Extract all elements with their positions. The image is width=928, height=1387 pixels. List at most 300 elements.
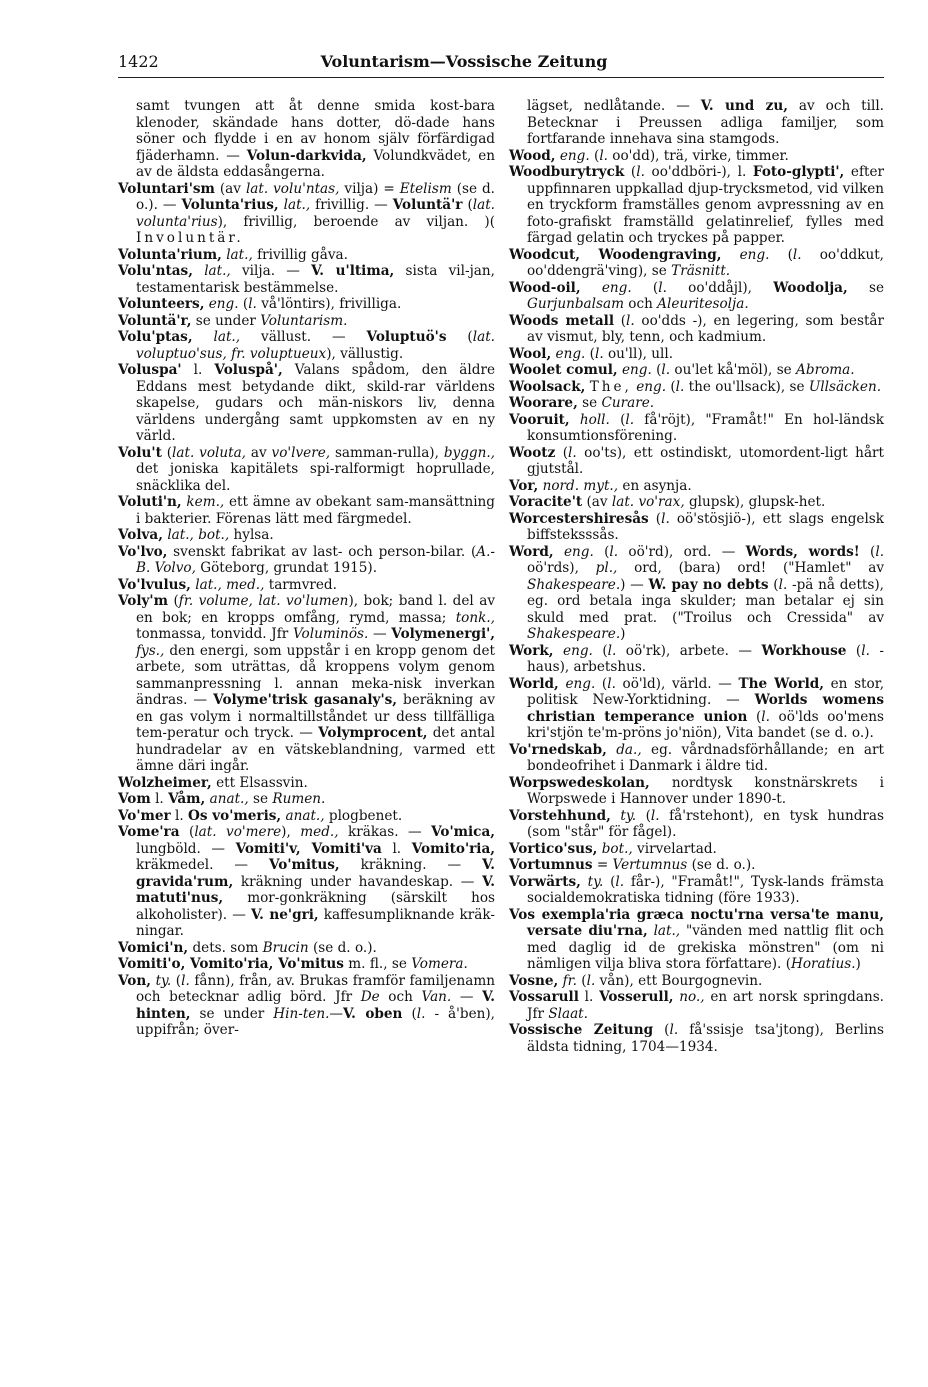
italic-text: l. xyxy=(636,164,645,180)
entry-text: vån), ett Bourgognevin. xyxy=(595,972,763,989)
dictionary-entry xyxy=(509,280,884,313)
entry-text: — xyxy=(329,1005,344,1022)
italic-text: vo'lvere, xyxy=(271,444,331,461)
entry-text: (av xyxy=(582,494,612,510)
italic-text: Träsnitt. xyxy=(671,263,731,279)
italic-text: Voluntarism. xyxy=(260,312,348,329)
headword: V. u'ltima, xyxy=(311,263,395,279)
entry-text: ( xyxy=(161,444,173,461)
entry-text: -haus), arbetshus. xyxy=(527,642,884,675)
italic-text: eng. xyxy=(601,279,632,296)
headword: Os vo'meris, xyxy=(188,807,282,824)
headword: Voluntari'sm xyxy=(118,180,215,197)
right-column xyxy=(509,98,884,1055)
entry-text: frivillig. — xyxy=(310,197,393,213)
entry-text: ( xyxy=(179,824,195,840)
dictionary-entry xyxy=(118,544,495,577)
dictionary-entry xyxy=(509,808,884,841)
entry-text: l. xyxy=(381,840,412,857)
italic-text: Brucin xyxy=(262,939,309,956)
dictionary-entry xyxy=(118,296,495,313)
dictionary-entry xyxy=(509,164,884,247)
entry-text: kräkning. — xyxy=(339,857,483,873)
italic-text: ty. xyxy=(620,807,637,824)
entry-text: oo'ddkut, oo'ddengrä'ving), se xyxy=(527,246,884,279)
headword: Vom xyxy=(118,791,151,807)
dictionary-entry xyxy=(509,478,884,495)
italic-text: lat. volunta'rius xyxy=(136,197,495,230)
headword: Vo'lvulus, xyxy=(118,576,191,593)
entry-text: oo'ts), ett ostindiskt, utomordent-ligt hårt gjutstål. xyxy=(527,444,885,477)
entry-text: = xyxy=(592,857,613,873)
italic-text: Etelism xyxy=(399,180,452,197)
headword: Woodburytryck xyxy=(509,164,625,180)
italic-text: lat. voluptuo'sus, fr. voluptueux xyxy=(136,329,495,362)
headword: Volymprocent, xyxy=(318,725,428,741)
headword: Wood, xyxy=(509,147,556,164)
italic-text: l. xyxy=(615,873,625,890)
headword: Voluntä'r, xyxy=(118,312,192,329)
dictionary-entry xyxy=(509,742,884,775)
italic-text: ty. xyxy=(587,873,604,890)
italic-text: eng. xyxy=(208,296,239,312)
headword: Vosserull, xyxy=(599,989,674,1005)
italic-text: l. xyxy=(599,147,608,164)
italic-text: l. xyxy=(875,543,885,560)
italic-text: l. xyxy=(778,576,788,593)
entry-text: ), frivillig, beroende av viljan. )( xyxy=(217,213,495,230)
headword: Volunteers, xyxy=(118,296,205,312)
italic-text: l. xyxy=(861,642,870,659)
entry-text: ( xyxy=(859,543,876,560)
italic-text: byggn., xyxy=(443,444,495,461)
entry-text: oo'ddböri-), l. xyxy=(644,164,753,180)
italic-text: l. xyxy=(607,642,617,659)
entry-text: vilja. — xyxy=(230,263,312,279)
italic-text: nord. myt., xyxy=(542,477,619,494)
entry-text: hylsa. xyxy=(229,527,274,543)
entry-text: se under xyxy=(191,312,261,329)
dictionary-entry xyxy=(118,329,495,362)
italic-text: eng. xyxy=(559,147,590,164)
header-rule xyxy=(118,77,884,78)
italic-text: lat. vo'mere xyxy=(194,824,282,840)
entry-text: ( xyxy=(238,296,249,312)
italic-text: lat. volu'ntas, xyxy=(245,180,340,197)
italic-text: eng. xyxy=(565,675,596,692)
italic-text: l. xyxy=(650,807,660,824)
entry-text: oö'stösjiö-), ett slags engelsk biffsteksssås. xyxy=(527,510,885,543)
italic-text: anat., xyxy=(209,791,249,807)
headword: World, xyxy=(509,675,559,692)
dictionary-entry xyxy=(509,775,884,808)
headword: Von, xyxy=(118,972,151,989)
entry-text: samt tvungen att åt denne smida kost-bara klenoder, skändade hans dotter, dö-dade hans söner och flydde i en av honom själv förfärdigad fjäderhamn. — xyxy=(136,98,495,164)
spaced-text: Involuntär. xyxy=(136,230,244,246)
headword: Vo'mica, xyxy=(431,824,495,840)
entry-text: ) — xyxy=(620,576,649,593)
headword: Voluspå', xyxy=(214,362,283,378)
headword: Vos exempla'ria græca noctu'rna versa'te manu, versate diu'rna, xyxy=(509,906,884,939)
entry-text: ( xyxy=(624,164,637,180)
headword: Volu't xyxy=(118,444,162,461)
entry-text: oö'rd), ord. — xyxy=(618,543,746,560)
dictionary-entry xyxy=(509,643,884,676)
entry-text: oo'dd), trä, virke, timmer. xyxy=(607,147,789,164)
entry-text: "vänden med nattlig flit och med daglig id de grekiska mönstren" (om ni nämligen vilja bliva stora författare). ( xyxy=(527,923,884,972)
entry-text: få'rstehont), en tysk hundras (som "står" för fågel). xyxy=(527,807,885,840)
italic-text: lat., bot., xyxy=(167,527,230,543)
dictionary-entry xyxy=(509,874,884,907)
entry-text: efter uppfinnaren uppkallad djup-trycksmetod, vid vilken en tryckform framställes genom avpressning av en foto-grafiskt framställd gelatinrelief, fylles med färgad gelatin och tryckes på papper. xyxy=(527,164,885,246)
headword: Woolsack, xyxy=(509,378,586,395)
headword: Woolet comul, xyxy=(509,362,618,378)
entry-text: the ou'llsack), se xyxy=(684,378,809,395)
headword: V. oben xyxy=(343,1005,403,1022)
headword: Woodcut, Woodengraving, xyxy=(509,246,722,263)
italic-text: A.-B. Volvo, xyxy=(136,543,495,576)
entry-text: (av xyxy=(214,180,246,197)
entry-text: och xyxy=(623,296,658,312)
entry-text: Volundkvädet, en av de äldsta eddasångerna. xyxy=(136,147,495,180)
dictionary-entry xyxy=(509,412,884,445)
entry-text: av xyxy=(246,444,272,461)
entry-text: får-), "Framåt!", Tysk-lands främsta socialdemokratiska tidning (före 1933). xyxy=(527,873,885,906)
entry-text xyxy=(581,874,588,890)
entry-text: samman-rulla), xyxy=(330,444,444,461)
dictionary-entry xyxy=(509,362,884,379)
entry-text: mor-gonkräkning (särskilt hos alkoholister). — xyxy=(136,890,495,923)
headword: Vo'mer xyxy=(118,807,171,824)
entry-text: kaffesumpliknande kräk-ningar. xyxy=(136,906,495,939)
entry-text: - å'ben), uppifrån; över- xyxy=(136,1005,496,1038)
italic-text: pl., xyxy=(595,560,618,576)
entry-text xyxy=(554,544,564,560)
dictionary-entry xyxy=(118,593,495,775)
italic-text: tonk., xyxy=(455,609,495,626)
entry-text: ( xyxy=(402,1005,417,1022)
italic-text: lat., xyxy=(204,263,231,279)
entry-text: ( xyxy=(446,329,473,345)
headword: V. ne'gri, xyxy=(250,906,319,923)
italic-text: eng. xyxy=(621,362,652,378)
entry-text: ( xyxy=(462,197,473,213)
italic-text: Rumen. xyxy=(272,791,326,807)
italic-text: l. xyxy=(594,345,604,362)
headword: Worlds womens christian temperance union xyxy=(527,692,884,725)
entry-text: ( xyxy=(603,873,616,890)
headword: Vosne, xyxy=(509,972,559,989)
entry-text: tonmassa, tonvidd. Jfr xyxy=(136,626,293,642)
italic-text: Slaat. xyxy=(548,1005,588,1022)
entry-text: beräkning av en gas volym i normaltillståndet ur dess tillfälliga tem-peratur och tryck. — xyxy=(136,692,496,741)
italic-text: l. xyxy=(586,972,596,989)
entry-text: oö'rk), arbete. — xyxy=(616,642,762,659)
headword: Vossische Zeitung xyxy=(509,1022,654,1038)
entry-text: virvelartad. xyxy=(632,840,717,857)
italic-text: l. xyxy=(625,411,635,428)
entry-text: och xyxy=(379,989,422,1005)
entry-text: ( xyxy=(609,411,626,428)
headword: Woorare, xyxy=(509,395,578,411)
italic-text: Horatius. xyxy=(791,956,856,972)
dictionary-entry xyxy=(118,527,495,544)
dictionary-entry xyxy=(509,98,884,148)
italic-text: fr. xyxy=(562,972,577,989)
dictionary-entry xyxy=(509,841,884,858)
italic-text: l. xyxy=(792,246,802,263)
headword: Voracite't xyxy=(509,494,583,510)
dictionary-entry xyxy=(509,511,884,544)
entry-text: ( xyxy=(631,279,659,296)
italic-text: De xyxy=(360,989,380,1005)
dictionary-entry xyxy=(509,313,884,346)
headword: Voluspa' xyxy=(118,362,182,378)
entry-text: — xyxy=(368,626,392,642)
entry-text: eg. vårdnadsförhållande; en art bondeofrihet i Danmark i äldre tid. xyxy=(527,741,884,774)
headword: Wootz xyxy=(509,444,556,461)
entry-text: få'ssisje tsa'jtong), Berlins äldsta tidning, 1704—1934. xyxy=(527,1022,884,1055)
headword: Volu'ptas, xyxy=(118,329,193,345)
italic-text: lat., med., xyxy=(195,576,265,593)
headword: Volun-darkvida, xyxy=(246,147,367,164)
entry-text: vilja) = xyxy=(339,180,400,197)
italic-text: lat., xyxy=(283,197,311,213)
italic-text: Shakespeare. xyxy=(527,626,621,642)
entry-text: lungböld. — xyxy=(136,840,236,857)
headword: Vortico'sus, xyxy=(509,840,598,857)
entry-text: ord, (bara) ord! ("Hamlet" av xyxy=(617,560,884,576)
entry-text: ( xyxy=(167,593,179,609)
dictionary-entry xyxy=(118,98,495,181)
dictionary-entry xyxy=(118,494,495,527)
entry-text: den energi, som uppstår i en kropp genom det arbete, som uträttas, då kroppens volym genom sammanpressning l. annan meka-nisk inverkan ändras. — xyxy=(136,642,495,708)
italic-text: l. xyxy=(669,1022,679,1038)
italic-text: holl. xyxy=(579,411,610,428)
entry-text: -pä nå detts), eg. ord betala inga skulder; man betalar ej sin skuld med prat. ("Troilus och Cressida" av xyxy=(527,576,884,626)
headword: Words, words! xyxy=(745,543,860,560)
entry-text: l. xyxy=(170,807,189,824)
entry-text: sista vil-jan, testamentarisk bestämmelse. xyxy=(136,263,495,296)
headword: V. und zu, xyxy=(700,98,788,114)
dictionary-entry xyxy=(509,989,884,1022)
headword: Vor, xyxy=(509,477,539,494)
entry-text: frivillig gåva. xyxy=(252,246,348,263)
entry-text: oö'ld), värld. — xyxy=(615,675,739,692)
entry-text: ( xyxy=(593,543,610,560)
headword: Vo'rnedskab, xyxy=(509,741,607,758)
italic-text: l. xyxy=(609,543,619,560)
headword: Workhouse xyxy=(761,642,847,659)
entry-text: ( xyxy=(651,362,662,378)
entry-text: ( xyxy=(614,312,627,329)
entry-text: ( xyxy=(592,642,608,659)
entry-text: ( xyxy=(653,1022,670,1038)
dictionary-entry xyxy=(509,973,884,990)
headword: Worcestershiresås xyxy=(509,510,649,527)
entry-text: dets. som xyxy=(188,939,263,956)
entry-text: plogbenet. xyxy=(324,807,403,824)
dictionary-entry xyxy=(509,544,884,643)
headword: Woods metall xyxy=(509,312,615,329)
entry-text: ), xyxy=(281,824,301,840)
entry-text: se under xyxy=(190,1005,274,1022)
italic-text: lat., xyxy=(226,246,253,263)
entry-text: ( xyxy=(768,576,779,593)
entry-text: (se d. o.). xyxy=(308,939,377,956)
headword: Vomici'n, xyxy=(118,939,189,956)
italic-text: lat., xyxy=(653,923,681,939)
italic-text: eng. xyxy=(555,345,586,362)
dictionary-entry xyxy=(118,181,495,247)
italic-text: l. xyxy=(675,378,685,395)
italic-text: fys., xyxy=(136,642,165,659)
running-head: Voluntarism—Vossische Zeitung xyxy=(320,52,608,71)
headword: V. gravida'rum, xyxy=(136,857,495,890)
dictionary-entry xyxy=(118,445,495,495)
dictionary-entry xyxy=(118,263,495,296)
italic-text: ty. xyxy=(155,972,172,989)
dictionary-entry xyxy=(118,362,495,445)
entry-text xyxy=(554,643,563,659)
dictionary-entry xyxy=(509,907,884,973)
page-number: 1422 xyxy=(118,52,159,71)
dictionary-entry xyxy=(509,247,884,280)
left-column xyxy=(118,98,495,1039)
italic-text: Abroma. xyxy=(796,362,855,378)
entry-text: vå'löntirs), frivilliga. xyxy=(256,296,402,312)
entry-text: tarmvred. xyxy=(264,576,337,593)
dictionary-entry xyxy=(509,494,884,511)
entry-text: nordtysk konstnärskrets i Worpswede i Hannover under 1890-t. xyxy=(527,774,884,807)
entry-text: ( xyxy=(576,972,587,989)
italic-text: no., xyxy=(679,989,705,1005)
entry-text: lägset, nedlåtande. — xyxy=(527,98,701,114)
dictionary-entry xyxy=(509,1022,884,1055)
dictionary-entry xyxy=(509,148,884,165)
entry-text: ( xyxy=(171,972,182,989)
italic-text: med., xyxy=(300,824,339,840)
dictionary-entry xyxy=(118,808,495,825)
italic-text: l. xyxy=(248,296,257,312)
headword: Volunta'rium, xyxy=(118,246,222,263)
entry-text: ), vällustig. xyxy=(326,345,404,362)
italic-text: Aleuritesolja. xyxy=(657,296,749,312)
headword: Volu'ntas, xyxy=(118,263,193,279)
entry-text: en stor, politisk New-Yorktidning. — xyxy=(527,675,885,708)
spaced-text: The, xyxy=(589,378,632,395)
italic-text: kem., xyxy=(186,494,225,510)
headword: Vo'mitus, xyxy=(268,857,340,873)
entry-text: ), bok; band l. del av en bok; en kropps omfång, rymd, massa; xyxy=(136,593,496,626)
entry-text: oo'dds -), en legering, som består av vismut, bly, tenn, och kadmium. xyxy=(527,312,885,345)
italic-text: l. xyxy=(661,510,670,527)
headword: Vorstehhund, xyxy=(509,807,611,824)
headword: Wood-oil, xyxy=(509,279,581,296)
headword: Våm, xyxy=(168,791,206,807)
entry-text: m. fl., se xyxy=(343,956,412,972)
entry-text: Göteborg, grundat 1915). xyxy=(195,560,378,576)
entry-text: se xyxy=(577,395,602,411)
italic-text: Hin-ten. xyxy=(273,1005,330,1022)
italic-text: bot., xyxy=(601,840,633,857)
entry-text: l. xyxy=(181,362,215,378)
headword: Vomiti'v, Vomiti'va xyxy=(235,840,382,857)
italic-text: l. xyxy=(181,972,190,989)
italic-text: l. xyxy=(661,362,671,378)
headword: Volva, xyxy=(118,527,163,543)
entry-text: — xyxy=(451,989,483,1005)
entry-text: ett ämne av obekant sam-mansättning i bakterier. Förenas lätt med färgmedel. xyxy=(136,494,495,527)
entry-text: ) xyxy=(855,956,861,972)
entry-text xyxy=(611,808,621,824)
dictionary-entry xyxy=(118,824,495,940)
dictionary-entry xyxy=(509,445,884,478)
headword: Vortumnus xyxy=(509,857,593,873)
entry-text: kräkas. — xyxy=(338,824,432,840)
entry-text: kräkning under havandeskap. — xyxy=(233,873,483,890)
headword: Work, xyxy=(509,642,554,659)
headword: Vome'ra xyxy=(118,824,180,840)
italic-text: l. xyxy=(658,279,667,296)
entry-text: det joniska kapitälets spi-ralformigt hoprullade, snäcklika del. xyxy=(136,461,495,494)
entry-text: se xyxy=(248,791,273,807)
entry-text xyxy=(193,263,204,279)
entry-text xyxy=(607,742,616,758)
italic-text: Gurjunbalsam xyxy=(527,296,624,312)
headword: Voluptuö's xyxy=(366,329,447,345)
headword: Vomito'ria, xyxy=(411,840,495,857)
entry-text: ( xyxy=(666,378,676,395)
entry-text: (se d. o.). xyxy=(687,857,756,873)
entry-text: få'röjt), "Framåt!" En hol-ländsk konsumtionsförening. xyxy=(527,411,884,444)
italic-text: Shakespeare. xyxy=(527,576,621,593)
italic-text: Vertumnus xyxy=(612,857,688,873)
entry-text: svenskt fabrikat av last- och person-bilar. ( xyxy=(167,543,477,560)
headword: Wolzheimer, xyxy=(118,774,212,791)
entry-text: ou'let kå'möl), se xyxy=(670,362,797,378)
entry-text: oö'lds oo'mens kri'stjön te'm-pröns jo'niön), Vita bandet (se d. o.). xyxy=(527,708,885,741)
entry-text xyxy=(722,247,740,263)
entry-text: fånn), från, av. Brukas framför familjenamn och betecknar adlig börd. Jfr xyxy=(136,972,496,1005)
headword: Vorwärts, xyxy=(509,873,581,890)
entry-text: ( xyxy=(595,675,608,692)
dictionary-entry xyxy=(118,775,495,792)
entry-text: ( xyxy=(585,345,595,362)
headword: Voly'm xyxy=(118,593,168,609)
entry-text xyxy=(581,280,602,296)
entry-text: l. xyxy=(150,791,169,807)
italic-text: Vomera. xyxy=(411,956,468,972)
dictionary-entry xyxy=(509,379,884,396)
italic-text: eng. xyxy=(563,543,594,560)
entry-text: vällust. — xyxy=(240,329,367,345)
italic-text: fr. volume, lat. vo'lumen xyxy=(178,593,349,609)
italic-text: eng. xyxy=(739,246,770,263)
entry-text: l. xyxy=(578,989,600,1005)
entry-text: glupsk), glupsk-het. xyxy=(684,494,826,510)
entry-text: se xyxy=(847,279,884,296)
entry-text: ( xyxy=(747,708,762,725)
headword: Volunta'rius, xyxy=(181,197,279,213)
italic-text: Curare. xyxy=(601,395,655,411)
headword: Voluntä'r xyxy=(392,197,463,213)
italic-text: Ullsäcken. xyxy=(808,378,882,395)
entry-text xyxy=(570,412,580,428)
dictionary-entry xyxy=(118,973,495,1039)
italic-text: Voluminös. xyxy=(292,626,369,642)
headword: Vo'lvo, xyxy=(118,543,168,560)
